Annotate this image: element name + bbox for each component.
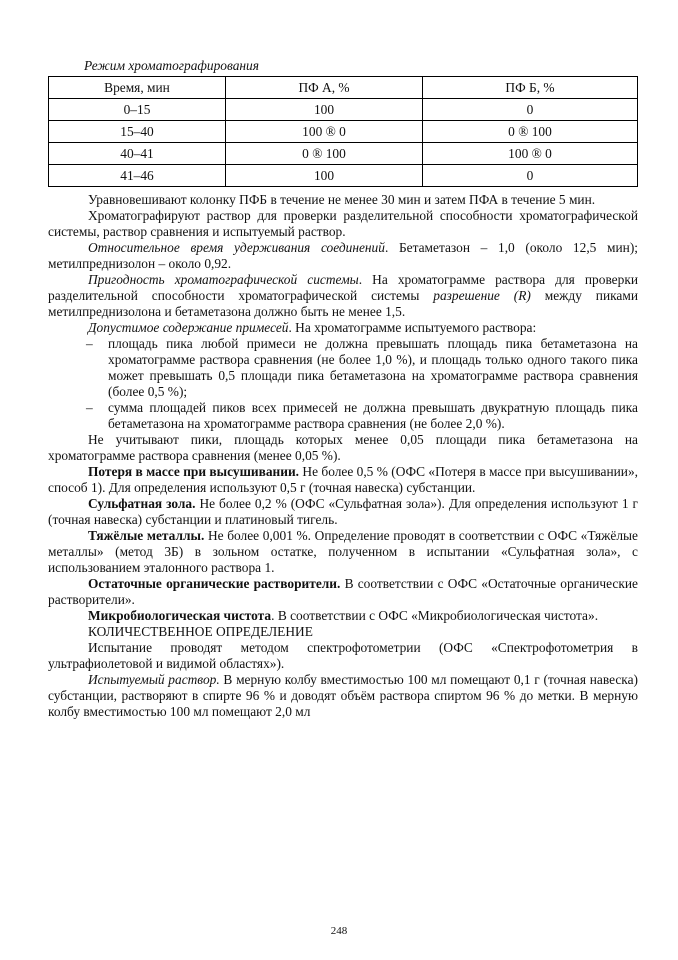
paragraph-lead: Микробиологическая чистота xyxy=(88,608,272,623)
paragraph-text: В мерную колбу вместимостью 100 мл помещают 0,1 г (точная навеска) субстанции, растворяют в спирте 96 % и доводят объём раствора спиртом 96 % до метки. В мерную колбу вместимостью 100 мл помещают 2,0 мл xyxy=(48,672,638,719)
list-dash: – xyxy=(86,400,93,415)
list-item-text: площадь пика любой примеси не должна превышать площадь пика бетаметазона на хроматограмме раствора сравнения (не более 1,0 %), и площадь только одного такого пика может превышать 0,5 площади пика бетаметазона на хроматограмме раствора сравнения (более 0,5 %); xyxy=(108,336,638,399)
table-cell: 0 ® 100 xyxy=(423,121,638,143)
paragraph-lead: Потеря в массе при высушивании. xyxy=(88,464,300,479)
paragraph xyxy=(48,672,638,720)
table-row xyxy=(49,121,638,143)
paragraph-text: . На хроматограмме испытуемого раствора: xyxy=(288,320,537,335)
paragraph-lead: Тяжёлые металлы. xyxy=(88,528,205,543)
table-cell: 15–40 xyxy=(49,121,226,143)
paragraph-emphasis: разрешение (R) xyxy=(433,288,531,303)
paragraph: Уравновешивают колонку ПФБ в течение не менее 30 мин и затем ПФА в течение 5 мин. xyxy=(88,192,596,207)
document-page xyxy=(48,58,638,720)
paragraph-lead: Допустимое содержание примесей xyxy=(88,320,289,335)
paragraph-text: Не более 0,2 % (ОФС «Сульфатная зола»). Для определения используют 1 г (точная навеска) субстанции и платиновый тигель. xyxy=(48,496,638,527)
header-pfb: ПФ Б, % xyxy=(423,77,638,99)
paragraph: Хроматографируют раствор для проверки разделительной способности хроматографической системы, раствор сравнения и испытуемый раствор. xyxy=(48,208,638,239)
paragraph xyxy=(48,496,638,528)
list-item xyxy=(48,400,638,432)
chromatography-table xyxy=(48,76,638,187)
list-item xyxy=(48,336,638,400)
header-time: Время, мин xyxy=(49,77,226,99)
table-cell: 0 xyxy=(423,165,638,187)
header-pfa: ПФ А, % xyxy=(226,77,423,99)
paragraph-text: . На хроматограмме раствора для проверки разделительной способности хроматографической системы xyxy=(48,272,638,303)
paragraph xyxy=(48,240,638,272)
paragraph: Не учитывают пики, площадь которых менее 0,05 площади пика бетаметазона на хроматограмме раствора сравнения (менее 0,05 %). xyxy=(48,432,638,463)
section-heading: КОЛИЧЕСТВЕННОЕ ОПРЕДЕЛЕНИЕ xyxy=(88,624,313,639)
table-row xyxy=(49,165,638,187)
table-cell: 41–46 xyxy=(49,165,226,187)
list-dash: – xyxy=(86,336,93,351)
impurity-list xyxy=(48,336,638,432)
table-cell: 0 ® 100 xyxy=(226,143,423,165)
paragraph xyxy=(48,464,638,496)
paragraph-text: Не более 0,001 %. Определение проводят в соответствии с ОФС «Тяжёлые металлы» (метод 3Б) в зольном остатке, полученном в испытании «Сульфатная зола», с использованием эталонного раствора 1. xyxy=(48,528,638,575)
table-cell: 100 xyxy=(226,99,423,121)
table-cell: 40–41 xyxy=(49,143,226,165)
paragraph xyxy=(48,272,638,320)
table-cell: 100 ® 0 xyxy=(423,143,638,165)
paragraph-lead: Пригодность хроматографической системы xyxy=(88,272,359,287)
paragraph-text: В соответствии с ОФС «Остаточные органические растворители». xyxy=(48,576,638,607)
paragraph xyxy=(48,608,638,624)
paragraph-lead: Испытуемый раствор. xyxy=(88,672,220,687)
paragraph-text: между пиками метилпреднизолона и бетаметазона должно быть не менее 1,5. xyxy=(48,288,638,319)
paragraph-text: . Бетаметазон – 1,0 (около 12,5 мин); метилпреднизолон – около 0,92. xyxy=(48,240,638,271)
paragraph xyxy=(48,576,638,608)
paragraph-lead: Сульфатная зола. xyxy=(88,496,196,511)
table-row xyxy=(49,99,638,121)
page-number: 248 xyxy=(330,925,348,937)
table-cell: 100 ® 0 xyxy=(226,121,423,143)
paragraph xyxy=(48,320,638,336)
table-cell: 100 xyxy=(226,165,423,187)
table-cell: 0–15 xyxy=(49,99,226,121)
paragraph: Испытание проводят методом спектрофотометрии (ОФС «Спектрофотометрия в ультрафиолетовой и видимой областях»). xyxy=(48,640,638,671)
paragraph-lead: Остаточные органические растворители. xyxy=(88,576,341,591)
paragraph-text: . В соответствии с ОФС «Микробиологическая чистота». xyxy=(271,608,599,623)
table-header-row xyxy=(49,77,638,99)
table-cell: 0 xyxy=(423,99,638,121)
table-caption: Режим хроматографирования xyxy=(84,58,259,73)
table-row xyxy=(49,143,638,165)
paragraph-lead: Относительное время удерживания соединений xyxy=(88,240,385,255)
paragraph xyxy=(48,528,638,576)
paragraph-text: Не более 0,5 % (ОФС «Потеря в массе при высушивании», способ 1). Для определения используют 0,5 г (точная навеска) субстанции. xyxy=(48,464,638,495)
list-item-text: сумма площадей пиков всех примесей не должна превышать двукратную площадь пика бетаметазона на хроматограмме раствора сравнения (не более 2,0 %). xyxy=(108,400,638,431)
